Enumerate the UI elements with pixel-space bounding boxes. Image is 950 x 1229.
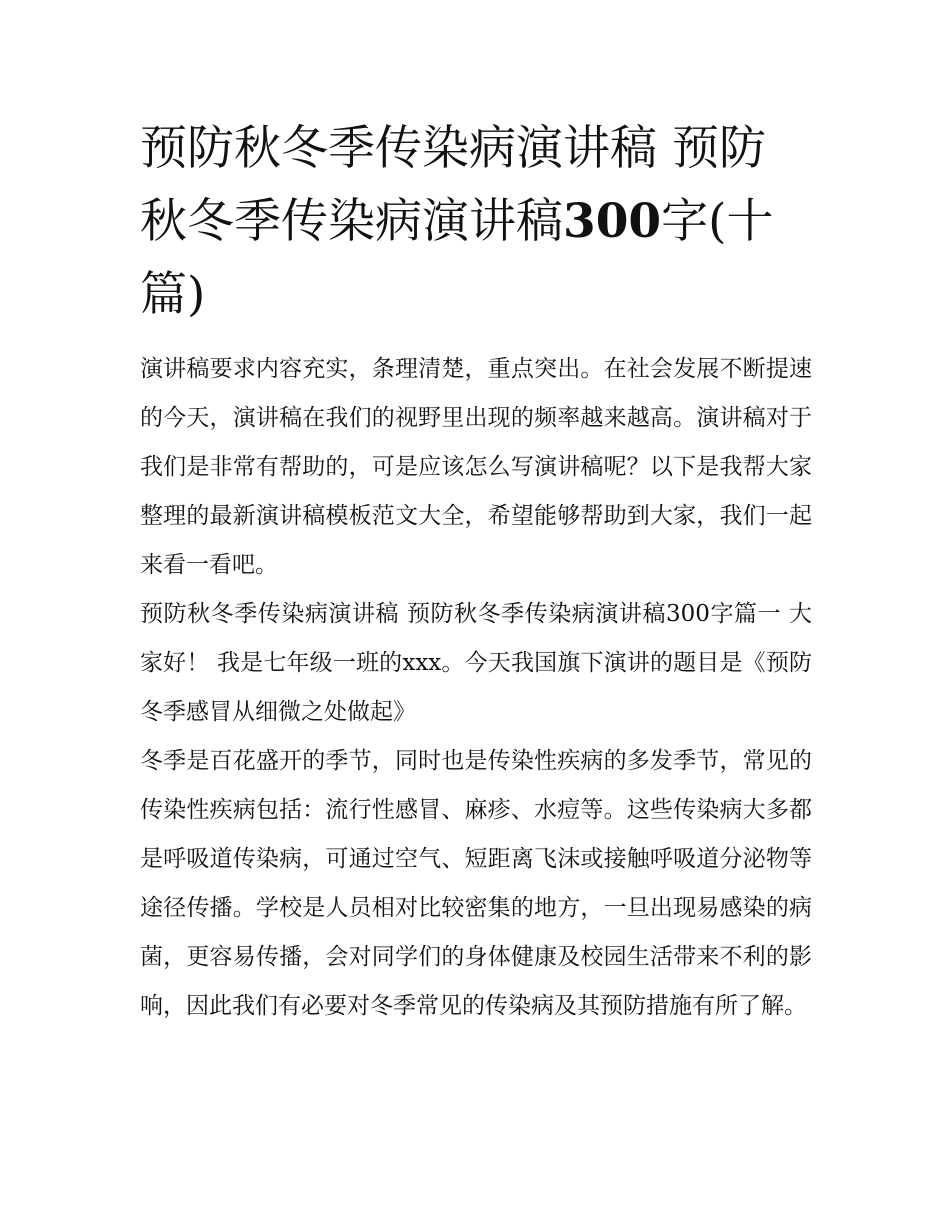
speech-opening-paragraph: 预防秋冬季传染病演讲稿 预防秋冬季传染病演讲稿300字篇一 大家好！ 我是七年级一班的xxx。今天我国旗下演讲的题目是《预防冬季感冒从细微之处做起》 xyxy=(140,601,812,725)
document-title: 预防秋冬季传染病演讲稿 预防秋冬季传染病演讲稿300字(十篇) xyxy=(140,121,774,322)
winter-disease-paragraph: 冬季是百花盛开的季节，同时也是传染性疾病的多发季节，常见的传染性疾病包括：流行性感冒、麻疹、水痘等。这些传染病大多都是呼吸道传染病，可通过空气、短距离飞沫或接触呼吸道分泌物等途径传播。学校是人员相对比较密集的地方，一旦出现易感染的病菌，更容易传播，会对同学们的身体健康及校园生活带来不利的影响，因此我们有必要对冬季常见的传染病及其预防措施有所了解。 xyxy=(140,748,812,1019)
intro-paragraph: 演讲稿要求内容充实，条理清楚，重点突出。在社会发展不断提速的今天，演讲稿在我们的视野里出现的频率越来越高。演讲稿对于我们是非常有帮助的，可是应该怎么写演讲稿呢？以下是我帮大家整理的最新演讲稿模板范文大全，希望能够帮助到大家，我们一起来看一看吧。 xyxy=(140,356,812,578)
document-page xyxy=(140,112,812,1031)
